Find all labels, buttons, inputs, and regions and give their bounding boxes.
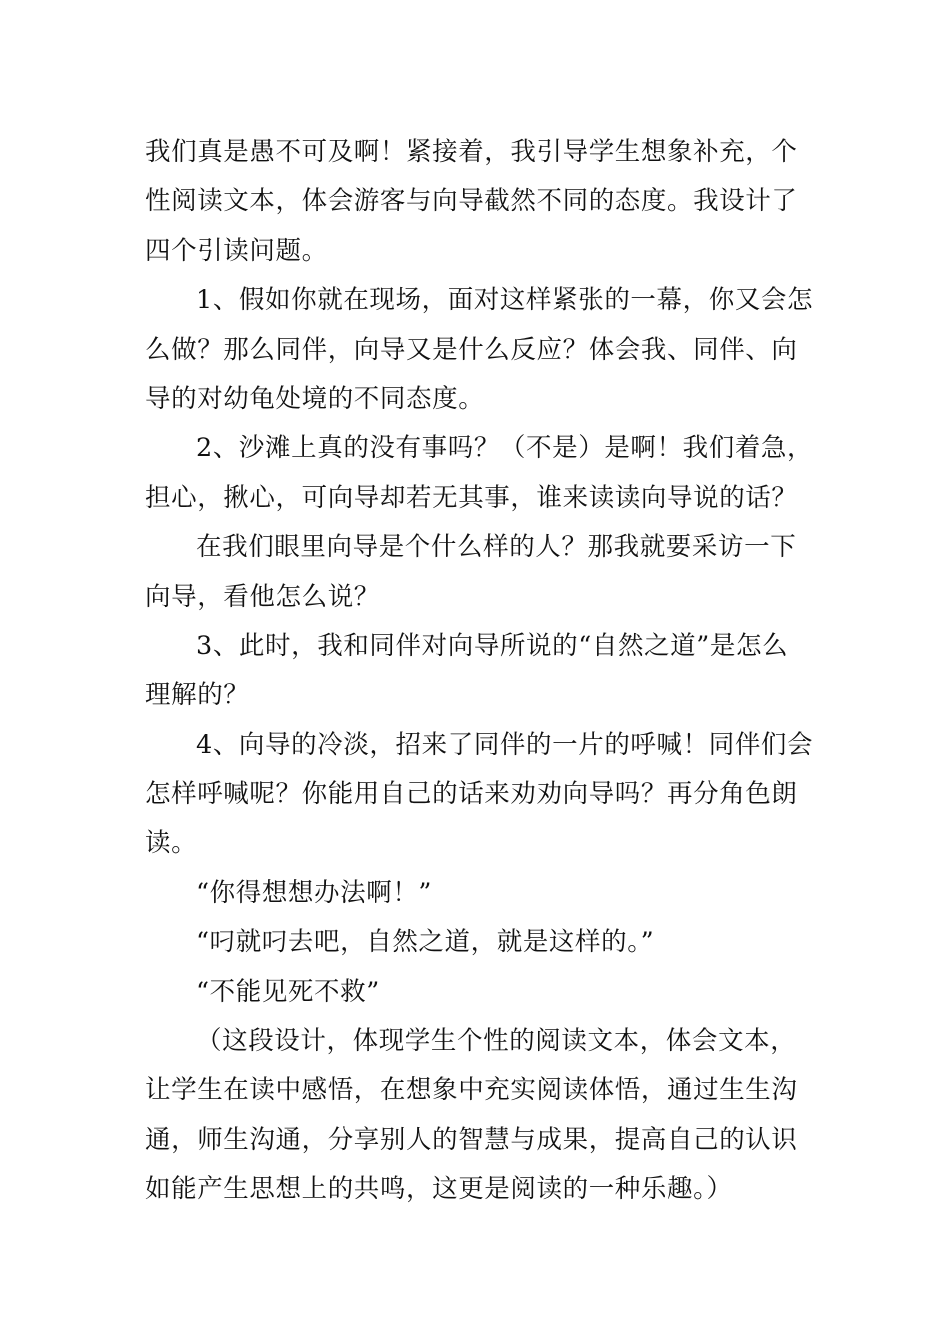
text-line: 读。 [145,828,198,859]
body-text [145,128,814,1215]
text-line: 3、此时，我和同伴对向导所说的“自然之道”是怎么 [196,630,789,661]
text-line: 怎样呼喊呢？你能用自己的话来劝劝向导吗？再分角色朗 [145,779,798,810]
text-line: 担心，揪心，可向导却若无其事，谁来读读向导说的话？ [145,482,798,513]
note-line: 如能产生思想上的共鸣，这更是阅读的一种乐趣。） [145,1174,733,1205]
text-line: 导的对幼龟处境的不同态度。 [145,383,485,414]
text-line: 1、假如你就在现场，面对这样紧张的一幕，你又会怎 [196,285,814,316]
quote-line: “不能见死不救” [196,976,380,1007]
text-line: 么做？那么同伴，向导又是什么反应？体会我、同伴、向 [145,334,798,365]
note-line: （这段设计，体现学生个性的阅读文本，体会文本， [196,1026,797,1057]
text-line: 四个引读问题。 [145,235,328,266]
note-line: 让学生在读中感悟，在想象中充实阅读体悟，通过生生沟 [145,1075,798,1106]
text-line: 性阅读文本，体会游客与向导截然不同的态度。我设计了 [145,186,798,217]
quote-line: “你得想想办法啊！” [196,877,433,908]
text-line: 我们真是愚不可及啊！紧接着，我引导学生想象补充，个 [145,137,798,167]
text-line: 2、沙滩上真的没有事吗？（不是）是啊！我们着急， [196,433,814,464]
text-line: 4、向导的冷淡，招来了同伴的一片的呼喊！同伴们会 [196,729,814,760]
text-line: 理解的？ [145,680,250,711]
note-line: 通，师生沟通，分享别人的智慧与成果，提高自己的认识 [145,1124,798,1155]
text-line: 向导，看他怎么说？ [145,581,380,612]
quote-line: “叼就叼去吧，自然之道，就是这样的。” [196,927,655,958]
text-line: 在我们眼里向导是个什么样的人？那我就要采访一下 [196,532,797,563]
